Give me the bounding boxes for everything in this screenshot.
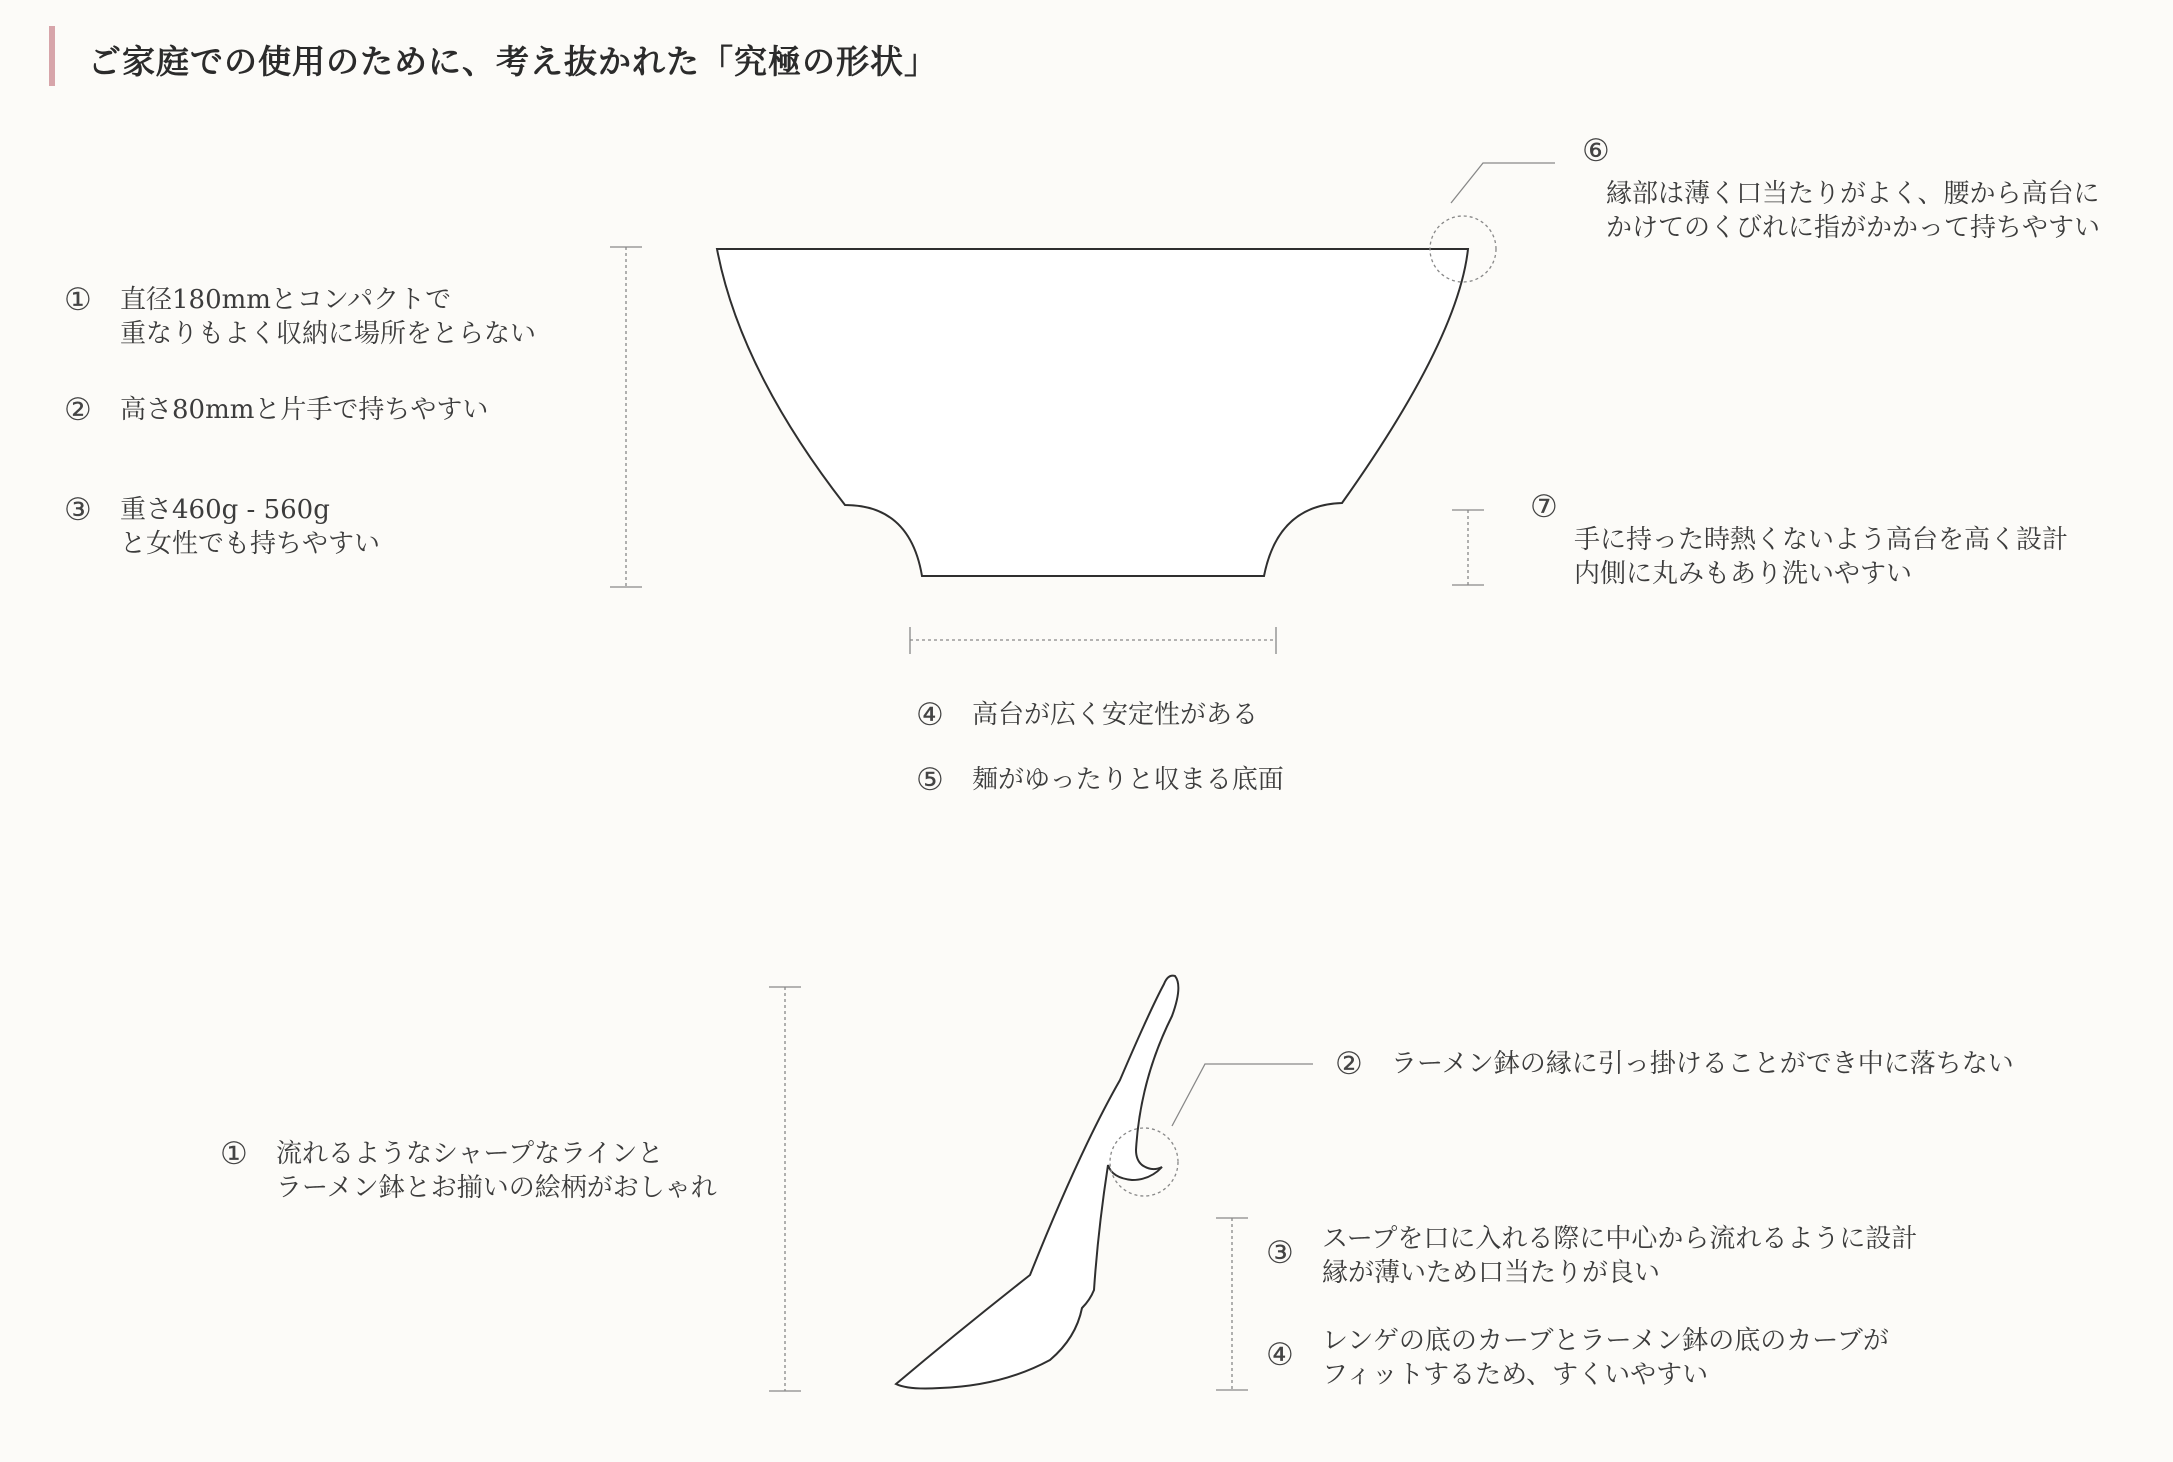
note-text: 内側に丸みもあり洗いやすい (1574, 559, 1913, 589)
note-text: 重なりもよく収納に場所をとらない (120, 319, 537, 349)
spoon-note-3 (1266, 1222, 1917, 1290)
note-number: ① (64, 282, 92, 318)
note-text: かけてのくびれに指がかかって持ちやすい (1606, 213, 2101, 243)
spoon-outline (896, 976, 1178, 1389)
note-text: 高台が広く安定性がある (972, 700, 1259, 730)
note-text: ラーメン鉢とお揃いの絵柄がおしゃれ (276, 1173, 717, 1203)
note-text: 麺がゆったりと収まる底面 (972, 765, 1284, 795)
note-text: と女性でも持ちやすい (120, 529, 381, 559)
bowl-note-1 (64, 283, 536, 351)
spoon-hook-callout-leader (1172, 1064, 1313, 1126)
bowl-note-4 (916, 698, 1258, 732)
bowl-outline (717, 249, 1468, 576)
bowl-note-5 (916, 763, 1284, 797)
bowl-note-6 (1606, 177, 2100, 245)
page-title: ご家庭での使用のために、考え抜かれた「究極の形状」 (88, 42, 938, 81)
note-text: スープを口に入れる際に中心から流れるように設計 (1322, 1224, 1918, 1254)
bowl-note-6-number: ⑥ (1582, 133, 1610, 169)
note-number: ③ (1266, 1235, 1294, 1271)
note-text: 手に持った時熱くないよう高台を高く設計 (1574, 525, 2069, 555)
bowl-rim-callout-leader (1451, 163, 1555, 203)
spoon-note-2 (1335, 1047, 2014, 1081)
note-text: レンゲの底のカーブとラーメン鉢の底のカーブが (1322, 1326, 1889, 1356)
bowl-note-7 (1574, 523, 2068, 591)
note-text: 縁が薄いため口当たりが良い (1322, 1258, 1661, 1288)
note-text: 流れるようなシャープなラインと (276, 1139, 664, 1169)
bowl-note-7-number: ⑦ (1530, 489, 1558, 525)
bowl-note-2 (64, 393, 488, 427)
spoon-note-1 (220, 1137, 717, 1205)
note-text: 縁部は薄く口当たりがよく、腰から高台に (1606, 179, 2100, 209)
note-number: ① (220, 1136, 248, 1172)
note-number: ⑤ (916, 762, 944, 798)
bowl-note-3 (64, 493, 380, 561)
note-text: 高さ80mmと片手で持ちやすい (120, 395, 489, 425)
note-text: ラーメン鉢の縁に引っ掛けることができ中に落ちない (1391, 1049, 2014, 1079)
note-number: ② (1335, 1046, 1363, 1082)
note-number: ④ (916, 697, 944, 733)
note-text: 重さ460g - 560g (120, 495, 330, 525)
note-number: ④ (1266, 1337, 1294, 1373)
note-number: ③ (64, 492, 92, 528)
spoon-note-4 (1266, 1324, 1889, 1392)
note-text: フィットするため、すくいやすい (1322, 1360, 1709, 1390)
note-text: 直径180mmとコンパクトで (120, 285, 452, 315)
note-number: ② (64, 392, 92, 428)
